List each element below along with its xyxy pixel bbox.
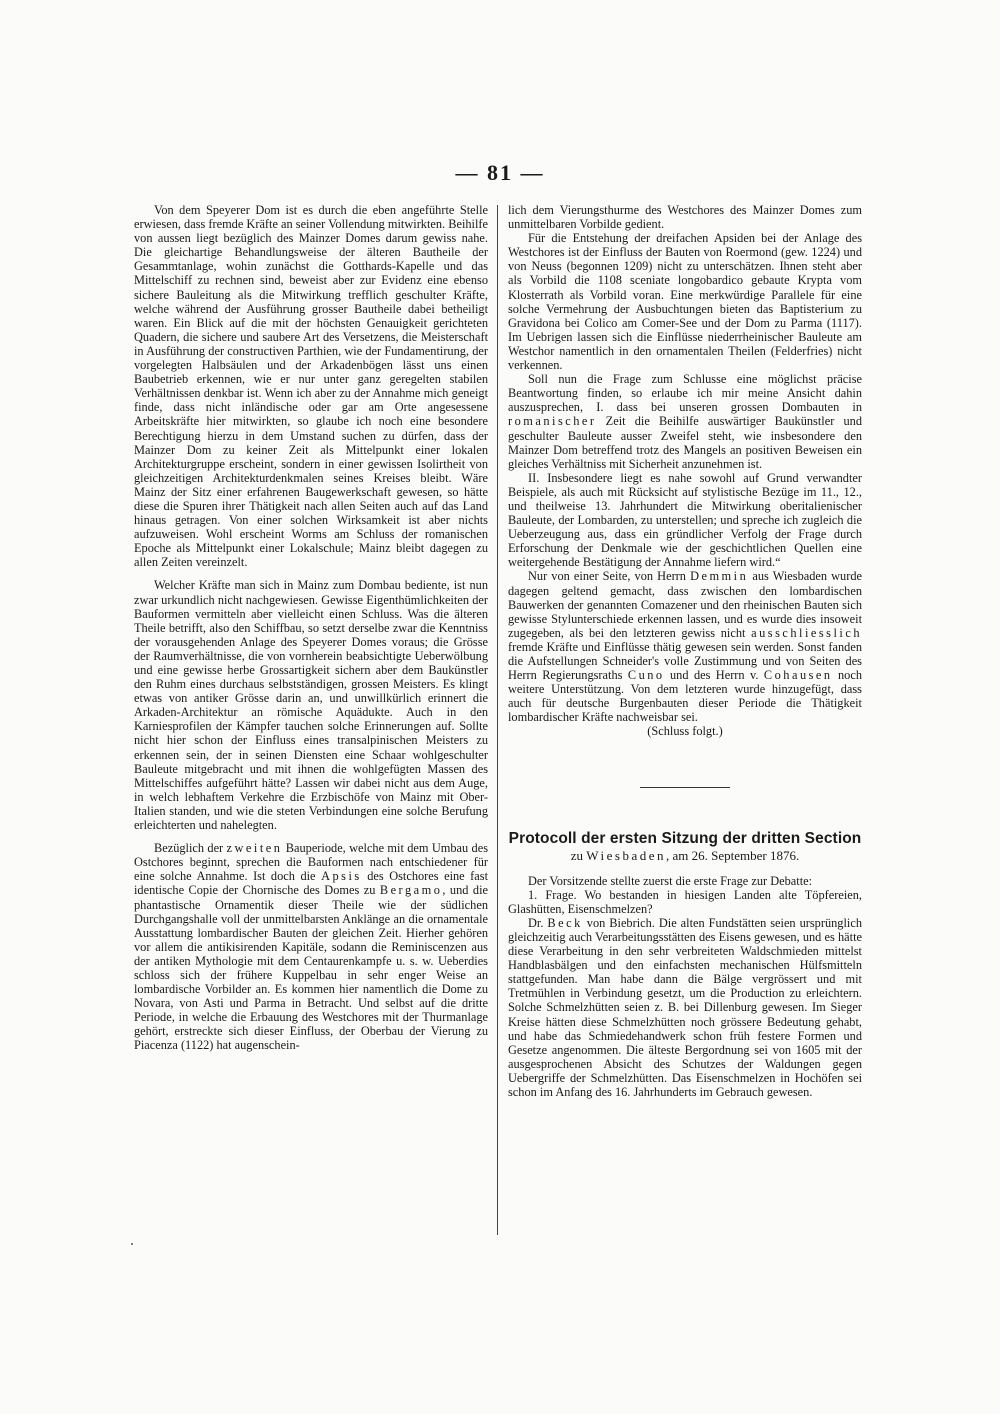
text-run: , am 26. September 1876.: [666, 847, 800, 863]
text-run: aus Wiesbaden wurde dagegen geltend gemacht, dass zwischen den lombardischen Bauwerken der genannten Comazener und den rheinischen Bauten sich gewisse Stylunterschiede erkennen lassen, und es wurde dies insoweit zugegeben, als bei den letzteren gewiss nicht: [508, 569, 862, 640]
section-paragraph-2: 1. Frage. Wo bestanden in hiesigen Landen alte Töpfereien, Glashütten, Eisenschmelzen?: [508, 887, 862, 916]
emphasis-apsis: Apsis: [321, 869, 362, 884]
right-paragraph-3: [508, 372, 862, 471]
text-run: von Biebrich. Die alten Fundstätten seien ursprünglich gleichzeitig auch Verarbeitungsstätten des Eisens gewesen, und es hätte diese Verarbeitung in den sehr verbreiteten Waldschmieden mittelst Handblasbälgen und den einfachsten mechanischen Hülfsmitteln stattgefunden. Man habe dann die Bälge vergrössert und mit Tretmühlen in Verbindung gesetzt, um die Production zu erleichtern. Solche Schmelzhütten seien z. B. bei Dillenburg gewesen. Im Sieger Kreise hätten diese Schmelzhütten noch grössere Bedeutung gehabt, und habe das Schmiedehandwerk schon früh festere Formen und Gesetze angenommen. Die älteste Bergordnung sei von 1605 mit der ausgesprochenen Absicht des Schutzes der Waldungen gegen Uebergriffe der Schmelzhütten. Das Eisenschmelzen in Hochöfen sei schon im Anfang des 16. Jahrhunderts im Gebrauch gewesen.: [508, 915, 862, 1099]
emphasis-cohausen: Cohausen: [763, 668, 833, 683]
emphasis-ausschliesslich: ausschliesslich: [751, 625, 862, 640]
text-run: zu: [570, 847, 587, 863]
text-run: Bauperiode, welche mit dem Umbau des Ostchores beginnt, sprechen die Bauformen nach entschiedener für eine solche Annahme. Ist doch die: [134, 841, 488, 884]
section-separator: [640, 787, 730, 788]
text-run: Zeit die Beihilfe auswärtiger Baukünstler und geschulter Bauleute ausser Zweifel steht, wie insbesondere den Mainzer Dom betreffend trotz des Mangels an positiven Beweisen ein gleiches Verhältniss mit Sicherheit anzunehmen ist.: [508, 414, 862, 471]
page-number: — 81 —: [455, 160, 545, 185]
emphasis-zweiten: zweiten: [226, 841, 283, 856]
emphasis-wiesbaden: Wiesbaden: [586, 847, 667, 863]
emphasis-demmin: Demmin: [690, 569, 749, 584]
text-run: Soll nun die Frage zum Schlusse eine möglichst präcise Beantwortung finden, so erlaube ich mir meine Ansicht dahin auszusprechen, I. dass bei unseren grossen Dombauten in: [508, 372, 862, 415]
section-paragraph-3: [508, 916, 862, 1099]
text-run: Dr.: [528, 915, 548, 930]
text-run: des Ostchores eine fast identische Copie der Chornische des Domes zu: [134, 869, 489, 898]
right-paragraph-1: lich dem Vierungsthurme des Westchores des Mainzer Domes zum unmittelbaren Vorbilde gedient.: [508, 203, 862, 232]
text-run: Nur von einer Seite, von Herrn: [528, 569, 691, 584]
emphasis-beck: Beck: [547, 915, 583, 930]
text-run: noch weitere Unterstützung. Von dem letzteren wurde hinzugefügt, dass auch für deutsche Burgenbauten dieser Periode die Thätigkeit lombardischer Kräfte nachweisbar sei.: [508, 668, 862, 725]
section-subheading: [508, 848, 862, 864]
section-heading: Protocoll der ersten Sitzung der dritten Section: [508, 829, 862, 847]
left-paragraph-2: Welcher Kräfte man sich in Mainz zum Dombau bediente, ist nun zwar urkundlich nicht nachgewiesen. Gewisse Eigenthümlichkeiten der Bauformen vermitteln aber vielleicht einen Schluss. Was die älteren Theile betrifft, also den Schiffbau, so setzt derselbe zwar die Kenntniss der vorausgehenden Anlage des Speyerer Domes voraus; die Grösse der Raumverhältnisse, die von vornherein beabsichtigte Ueberwölbung und eine gewisse herbe Grossartigkeit sichern aber dem Baukünstler den Ruhm eines durchaus selbstständigen, grossen Meisters. Es klingt etwas von antiker Grösse darin an, und unwillkürlich erinnert die Arkaden-Architektur an römische Aquädukte. Auch in den Karniesprofilen der Kämpfer tauchen solche Erinnerungen auf. Sollte nicht hier schon der Einfluss eines transalpinischen Meisters zu erkennen sein, der in seinen Diensten eine Schaar wohlgeschulter Bauleute mitgebracht und mit ihnen die wohlgefügten Massen des Mittelschiffes aufgeführt hätte? Lassen wir dabei nicht aus dem Auge, in welch lebhaftem Verkehre die Erzbischöfe von Mainz mit Ober-Italien standen, und wie die steten Verbindungen eine solche Berufung erleichterten und nahelegten.: [134, 578, 488, 833]
text-run: Bezüglich der: [154, 841, 227, 856]
left-paragraph-3: [134, 841, 488, 1052]
right-paragraph-4: II. Insbesondere liegt es nahe sowohl auf Grund verwandter Beispiele, als auch mit Rücksicht auf stylistische Bezüge im 11., 12., und theilweise 13. Jahrhundert die Mitwirkung oberitalienischer Bauleute, der Lombarden, zu unterstellen; und spreche ich zugleich die Ueberzeugung aus, dass ein gründlicher Verfolg der Frage durch Erforschung der Denkmale wie der geschichtlichen Quellen eine weitergehende Bestätigung der Annahme liefern wird.“: [508, 470, 862, 570]
column-divider: [497, 205, 498, 1235]
text-run: , und die phantastische Ornamentik dieser Theile wie der südlichen Durchgangshalle voll der unmittelbarsten Anklänge an die ornamentale Ausstattung lombardischer Bauten der gleichen Zeit. Hierher gehören vor allem die antikisirenden Kapitäle, sodann die Reminiscenzen aus der antiken Mythologie mit dem Centaurenkampfe u. s. w. Ueberdies schloss sich der frühere Kuppelbau in sehr enger Weise an lombardische Vorbilder an. Es kommen hier namentlich die Dome zu Novara, von Asti und Parma in Betracht. Und selbst auf die dritte Periode, in welche die Erbauung des Westchores mit der Thurmanlage gehört, erstreckte sich dieser Einfluss, der Oberbau der Vierung zu Piacenza (1122) hat augenschein-: [134, 883, 488, 1053]
right-paragraph-5: [508, 569, 862, 724]
right-column: [508, 203, 862, 1099]
text-run: fremde Kräfte und Einflüsse thätig gewesen sein werden. Sonst fanden die Aufstellungen Schneider's volle Zustimmung und von Seiten des Herrn Regierungsraths: [508, 639, 862, 683]
emphasis-cuno: Cuno: [627, 668, 665, 683]
text-run: und des Herrn v.: [664, 668, 764, 683]
emphasis-bergamo: Bergamo: [379, 883, 443, 898]
left-paragraph-1: Von dem Speyerer Dom ist es durch die eben angeführte Stelle erwiesen, dass fremde Kräfte an seiner Vollendung mitwirkten. Beihilfe von aussen liegt bezüglich des Mainzer Domes darum gewiss nahe. Die gleichartige Behandlungsweise der älteren Bautheile der Gesammtanlage, wohin zunächst die Gotthards-Kapelle und das Mittelschiff zu rechnen sind, beweist aber zur Evidenz eine ebenso sichere Bauleitung als die Mitwirkung trefflich geschulter Kräfte, welche während der Ausführung grosser Bautheile dabei betheiligt waren. Ein Blick auf die mit der höchsten Genauigkeit gerichteten Quadern, die sichere und saubere Art des Versetzens, die Meisterschaft in Ausführung der constructiven Parthien, wie der Fundamentirung, der vorgelegten Halbsäulen und der Arkadenbögen lässt uns einen Baubetrieb erkennen, wie er nur unter ganz geregelten stabilen Verhältnissen denkbar ist. Wenn ich aber zu der Annahme mich geneigt finde, dass nicht inländische oder gar am Orte angesessene Arbeitskräfte hier mitwirkten, so glaube ich noch eine besondere Berechtigung hierzu in dem Umstand suchen zu dürfen, dass der Mainzer Dom zu keiner Zeit als Mittelpunkt einer lokalen Architekturgruppe erscheint, sondern in einer gewissen Isolirtheit von gleichzeitigen Architekturdenkmalen seines Kreises bleibt. Wäre Mainz der Sitz einer erfahrenen Baugewerkschaft gewesen, so hätte diese die Spuren ihrer Thätigkeit nach allen Seiten auch auf das Land hinaus getragen. Von einer solchen Wirksamkeit ist aber nichts aufzuweisen. Wohl erscheint Worms am Schluss der romanischen Epoche als Mittelpunkt einer Lokalschule; Mainz bleibt dagegen zu allen Zeiten vereinzelt.: [134, 203, 488, 570]
emphasis-romanischer: romanischer: [508, 414, 597, 429]
closing-note: (Schluss folgt.): [647, 724, 723, 739]
print-speck: [131, 1243, 133, 1245]
right-paragraph-2: Für die Entstehung der dreifachen Apsiden bei der Anlage des Westchores ist der Einfluss der Bauten von Roermond (gew. 1224) und von Neuss (begonnen 1209) nicht zu unterschätzen. Ihnen steht aber als Vorbild die 1108 sceniate longobardico gebaute Krypta vom Klosterrath als Vorbild voran. Eine merkwürdige Parallele für eine solche Vermehrung der Ausbuchtungen bieten das Baptisterium zu Gravidona bei Colico am Comer-See und der Dom zu Parma (1117). Im Uebrigen lassen sich die Einflüsse niederrheinischer Bauleute am Westchor namentlich in den ornamentalen Theilen (Felderfries) nicht verkennen.: [508, 231, 862, 373]
section-paragraph-1: Der Vorsitzende stellte zuerst die erste Frage zur Debatte:: [528, 873, 813, 888]
left-column: [134, 203, 488, 1053]
